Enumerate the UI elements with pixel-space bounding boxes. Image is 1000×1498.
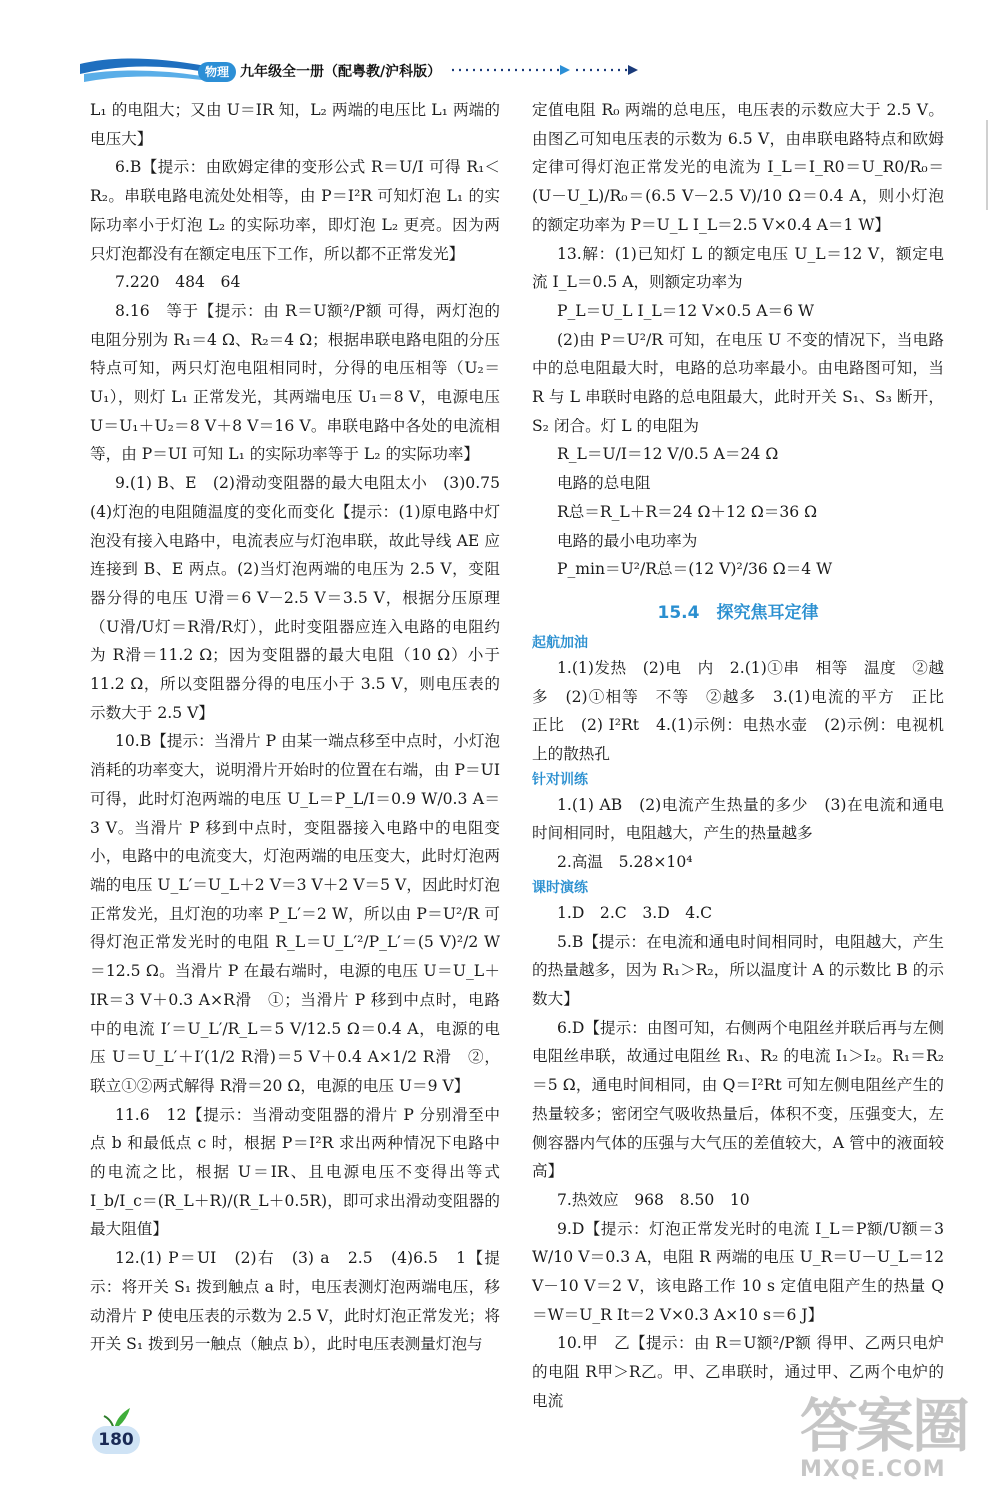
formula-total-resistance: R总＝R_L＋R＝24 Ω＋12 Ω＝36 Ω — [556, 502, 818, 521]
answer-6: 6.B【提示：由欧姆定律的变形公式 R＝U/I 可得 R₁＜R₂。串联电路电流处处相等，由 P＝I²R 可知灯泡 L₁ 的实际功率小于灯泡 L₂ 的实际功率，即灯泡 L₂ 更亮。因为两只灯泡都没有在额定电压下工作，所以都不正常发光】 — [90, 158, 500, 263]
zhendui-answer-2: 2.高温 5.28×10⁴ — [556, 853, 693, 872]
answer-7: 7.220 484 64 — [114, 273, 241, 292]
answer-10: 10.B【提示：当滑片 P 由某一端点移至中点时，小灯泡消耗的功率变大，说明滑片开始时的位置在右端，由 P＝UI 可得，此时灯泡两端的电压 U_L＝P_L/I＝0.9 W/0.3 A＝3 V。当滑片 P 移到中点时，变阻器接入电路中的电阻变小，电路中的电流变大，灯泡两端的电压变大，此时灯泡两端的电压 U_L′＝U_L＋2 V＝3 V＋2 V＝5 V，因此时灯泡正常发光，且灯泡的功率 P_L′＝2 W，所以由 P＝U²/R 可得灯泡正常发光时的电阻 R_L＝U_L′²/P_L′＝(5 V)²/2 W＝12.5 Ω。当滑片 P 在最右端时，电源的电压 U＝U_L＋IR＝3 V＋0.3 A×R滑 ①；当滑片 P 移到中点时，电路中的电流 I′＝U_L′/R_L＝5 V/12.5 Ω＝0.4 A，电源的电压 U＝U_L′＋I′(1/2 R滑)＝5 V＋0.4 A×1/2 R滑 ②，联立①②两式解得 R滑＝20 Ω，电源的电压 U＝9 V】 — [90, 732, 500, 1095]
formula-lamp-resistance: R_L＝U/I＝12 V/0.5 A＝24 Ω — [556, 445, 779, 464]
keshi-answer-10: 10.甲 乙【提示：由 R＝U额²/P额 得甲、乙两只电炉的电阻 R甲＞R乙。甲、乙串联时，通过甲、乙两个电炉的电流 — [532, 1334, 944, 1410]
header-swoosh-icon — [78, 52, 208, 86]
formula-rated-power: P_L＝U_L I_L＝12 V×0.5 A＝6 W — [556, 301, 814, 320]
answer-11: 11.6 12【提示：当滑动变阻器的滑片 P 分别滑至中点 b 和最低点 c 时，根据 P＝I²R 求出两种情况下电路中的电流之比，根据 U＝IR、且电源电压不变得出等式 I_b/I_c＝(R_L＋R)/(R_L＋0.5R)，即可求出滑动变阻器的最大阻值】 — [90, 1105, 500, 1239]
min-power-label: 电路的最小电功率为 — [556, 531, 698, 550]
answer-5-continued: L₁ 的电阻大；又由 U＝IR 知，L₂ 两端的电压比 L₁ 两端的电压大】 — [90, 101, 500, 148]
keshi-answer-5: 5.B【提示：在电流和通电时间相同时，电阻越大，产生的热量越多，因为 R₁＞R₂，所以温度计 A 的示数比 B 的示数大】 — [532, 932, 944, 1008]
watermark-url: MXQE.COM — [800, 1457, 946, 1482]
answer-12-continued: 定值电阻 R₀ 两端的总电压，电压表的示数应大于 2.5 V。由图乙可知电压表的示数为 6.5 V，由串联电路特点和欧姆定律可得灯泡正常发光的电流为 I_L＝I_R0＝U_R0/R₀＝(U－U_L)/R₀＝(6.5 V－2.5 V)/10 Ω＝0.4 A，则小灯泡的额定功率为 P＝U_L I_L＝2.5 V×0.4 A＝1 W】 — [532, 101, 944, 234]
watermark — [800, 1392, 990, 1495]
dotted-arrow-icon — [452, 63, 642, 77]
answer-12: 12.(1) P＝UI (2)右 (3) a 2.5 (4)6.5 1【提示：将开关 S₁ 拨到触点 a 时，电压表测灯泡两端电压，移动滑片 P 使电压表的示数为 2.5 V，此时灯泡正常发光；将开关 S₁ 拨到另一触点（触点 b），此时电压表测量灯泡与 — [90, 1249, 500, 1354]
subsection-zhendui: 针对训练 — [532, 771, 588, 788]
subsection-qihang: 起航加油 — [532, 634, 588, 651]
answer-9: 9.(1) B、E (2)滑动变阻器的最大电阻太小 (3)0.75 (4)灯泡的电阻随温度的变化而变化【提示：(1)原电路中灯泡没有接入电路中，电流表应与灯泡串联，故此导线 AE 应连接到 B、E 两点。(2)当灯泡两端的电压为 2.5 V，变阻器分得的电压 U滑＝6 V－2.5 V＝3.5 V，根据分压原理（U滑/U灯＝R滑/R灯），此时变阻器应连入电路的电阻约为 R滑＝11.2 Ω；因为变阻器的最大电阻（10 Ω）小于 11.2 Ω，所以变阻器分得的电压小于 3.5 V，则电压表的示数大于 2.5 V】 — [90, 474, 516, 722]
zhendui-answer-1: 1.(1) AB (2)电流产生热量的多少 (3)在电流和通电时间相同时，电阻越大，产生的热量越多 — [532, 795, 944, 843]
subject-badge: 物理 — [198, 62, 236, 82]
total-resistance-label: 电路的总电阻 — [556, 474, 651, 493]
answer-8: 8.16 等于【提示：由 R＝U额²/P额 可得，两灯泡的电阻分别为 R₁＝4 Ω、R₂＝4 Ω；根据串联电路电阻的分压特点可知，两只灯泡电阻相同时，分得的电压相等（U₂＝U₁），则灯 L₁ 正常发光，其两端电压 U₁＝8 V，电源电压 U＝U₁＋U₂＝8 V＋8 V＝16 V。串联电路中各处的电流相等，由 P＝UI 可知 L₁ 的实际功率等于 L₂ 的实际功率】 — [90, 301, 500, 464]
keshi-answer-7-8: 7.热效应 968 8.50 10 — [556, 1190, 750, 1209]
page-header — [0, 0, 1000, 95]
qihang-answers: 1.(1)发热 (2)电 内 2.(1)①串 相等 温度 ②越多 (2)①相等 不等 ②越多 3.(1)电流的平方 正比 正比 (2) I²Rt 4.(1)示例：电热水壶 (2)示例：电视机上的散热孔 — [532, 658, 960, 764]
left-column — [90, 96, 516, 1359]
subsection-keshi: 课时演练 — [532, 879, 588, 896]
section-title: 15.4 探究焦耳定律 — [657, 602, 819, 623]
keshi-answer-9: 9.D【提示：灯泡正常发光时的电流 I_L＝P额/U额＝3 W/10 V＝0.3 A，电阻 R 两端的电压 U_R＝U－U_L＝12 V－10 V＝2 V，该电路工作 10 s 定值电阻产生的热量 Q＝W＝U_R It＝2 V×0.3 A×10 s＝6 J】 — [532, 1219, 944, 1324]
answer-13-part2: (2)由 P＝U²/R 可知，在电压 U 不变的情况下，当电路中的总电阻最大时，电路的总功率最小。由电路图可知，当 R 与 L 串联时电路的总电阻最大，此时开关 S₁、S₃ 断开，S₂ 闭合。灯 L 的电阻为 — [532, 330, 944, 435]
page-number: 180 — [92, 1426, 140, 1454]
watermark-logo: 答案圈 — [800, 1392, 969, 1460]
keshi-answer-6: 6.D【提示：由图可知，右侧两个电阻丝并联后再与左侧电阻丝串联，故通过电阻丝 R₁、R₂ 的电流 I₁＞I₂。R₁＝R₂＝5 Ω，通电时间相同，由 Q＝I²Rt 可知左侧电阻丝产生的热量较多；密闭空气吸收热量后，体积不变，压强变大，左侧容器内气体的压强与大气压的差值较大，A 管中的液面较高】 — [532, 1018, 944, 1181]
keshi-answers-1-4: 1.D 2.C 3.D 4.C — [556, 903, 713, 922]
edge-mark — [986, 120, 988, 210]
formula-min-power: P_min＝U²/R总＝(12 V)²/36 Ω＝4 W — [556, 560, 833, 579]
right-column — [532, 96, 960, 1416]
book-title: 九年级全一册（配粤教/沪科版） — [240, 64, 442, 80]
answer-13-part1: 13.解：(1)已知灯 L 的额定电压 U_L＝12 V，额定电流 I_L＝0.5 A，则额定功率为 — [532, 244, 944, 292]
